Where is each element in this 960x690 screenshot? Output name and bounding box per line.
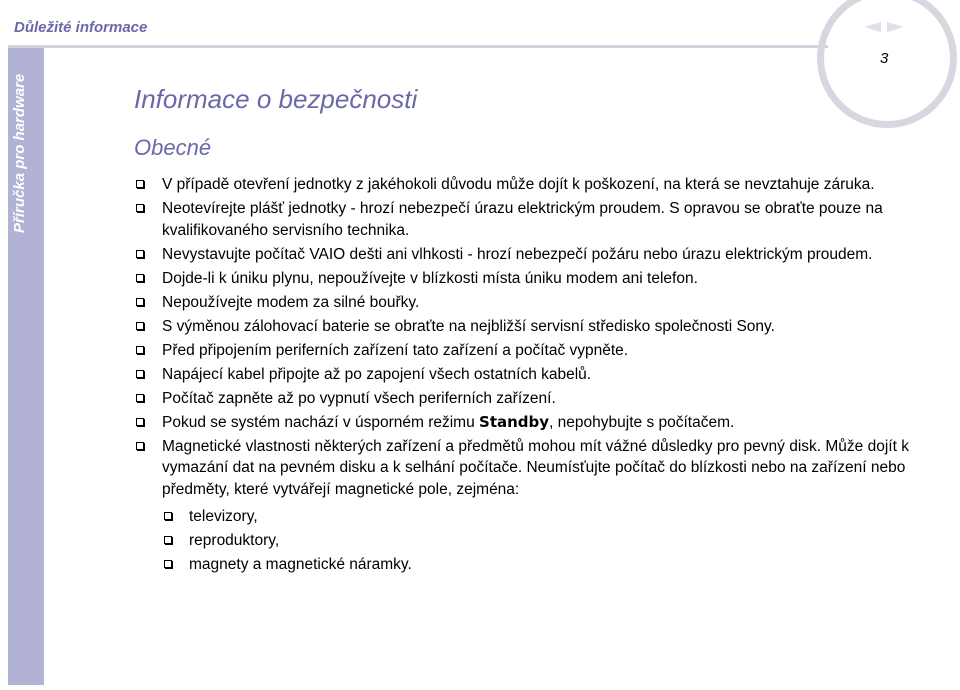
- list-item-text: Počítač zapněte až po vypnutí všech periferních zařízení.: [162, 389, 556, 407]
- list-item: [134, 436, 934, 576]
- standby-term: Standby: [479, 412, 550, 431]
- checkbox-bullet-icon: [136, 298, 144, 306]
- list-item-text-before: Pokud se systém nachází v úsporném režimu: [162, 413, 480, 431]
- list-item: [134, 340, 934, 362]
- list-item: [134, 412, 934, 434]
- list-item: [134, 174, 934, 196]
- sub-list-item-text: magnety a magnetické náramky.: [189, 556, 412, 573]
- checkbox-bullet-icon: [136, 274, 144, 282]
- checkbox-bullet-icon: [164, 512, 172, 520]
- list-item-text: Nevystavujte počítač VAIO dešti ani vlhkosti - hrozí nebezpečí požáru nebo úrazu elektrickým proudem.: [162, 245, 873, 263]
- checkbox-bullet-icon: [136, 370, 144, 378]
- list-item: [134, 388, 934, 410]
- sub-list-item-text: televizory,: [189, 508, 258, 525]
- safety-list: [134, 174, 934, 578]
- checkbox-bullet-icon: [136, 180, 144, 188]
- page-navigation: [860, 20, 908, 34]
- list-item-text: Dojde-li k úniku plynu, nepoužívejte v blízkosti místa úniku modem ani telefon.: [162, 269, 698, 287]
- list-item-text: V případě otevření jednotky z jakéhokoli důvodu může dojít k poškození, na která se nevztahuje záruka.: [162, 176, 875, 193]
- list-item: [134, 292, 934, 314]
- sub-list-item: [162, 530, 934, 552]
- section-label: Důležité informace: [14, 19, 148, 36]
- list-item: [134, 316, 934, 338]
- list-item-text: Před připojením periferních zařízení tato zařízení a počítač vypněte.: [162, 341, 629, 359]
- sub-list-item-text: reproduktory,: [189, 532, 280, 549]
- checkbox-bullet-icon: [136, 204, 144, 212]
- checkbox-bullet-icon: [136, 394, 144, 402]
- sub-list-item: [162, 554, 934, 576]
- list-item-text-after: , nepohybujte s počítačem.: [549, 413, 735, 431]
- list-item: [134, 198, 934, 241]
- list-item-text: S výměnou zálohovací baterie se obraťte na nejbližší servisní středisko společnosti Sony.: [162, 317, 775, 335]
- list-item-text: Nepoužívejte modem za silné bouřky.: [162, 293, 420, 311]
- arrow-right-icon[interactable]: [886, 20, 908, 34]
- checkbox-bullet-icon: [136, 346, 144, 354]
- page-number: 3: [880, 50, 889, 67]
- side-label: Příručka pro hardware: [11, 73, 28, 233]
- section-subtitle: Obecné: [134, 135, 212, 160]
- checkbox-bullet-icon: [164, 536, 172, 544]
- list-item-text: Napájecí kabel připojte až po zapojení všech ostatních kabelů.: [162, 365, 592, 383]
- sub-list-item: [162, 506, 934, 528]
- list-item: [134, 364, 934, 386]
- list-item-text: Magnetické vlastnosti některých zařízení a předmětů mohou mít vážné důsledky pro pevný disk. Může dojít k vymazání dat na pevném disku a k selhání počítače. Neumísťujte počítač do blízkosti nebo na zařízení nebo předměty, které vytvářejí magnetické pole, zejména:: [162, 437, 909, 498]
- header-rule: [8, 45, 828, 48]
- list-item: [134, 268, 934, 290]
- checkbox-bullet-icon: [136, 322, 144, 330]
- list-item-text: Neotevírejte plášť jednotky - hrozí nebezpečí úrazu elektrickým proudem. S opravou se obraťte pouze na kvalifikovaného servisního technika.: [162, 200, 883, 239]
- checkbox-bullet-icon: [136, 418, 144, 426]
- list-item: [134, 244, 934, 266]
- magnetic-devices-list: [162, 506, 934, 576]
- checkbox-bullet-icon: [136, 250, 144, 258]
- arrow-left-icon[interactable]: [860, 20, 882, 34]
- page-title: Informace o bezpečnosti: [134, 84, 418, 114]
- checkbox-bullet-icon: [136, 442, 144, 450]
- checkbox-bullet-icon: [164, 560, 172, 568]
